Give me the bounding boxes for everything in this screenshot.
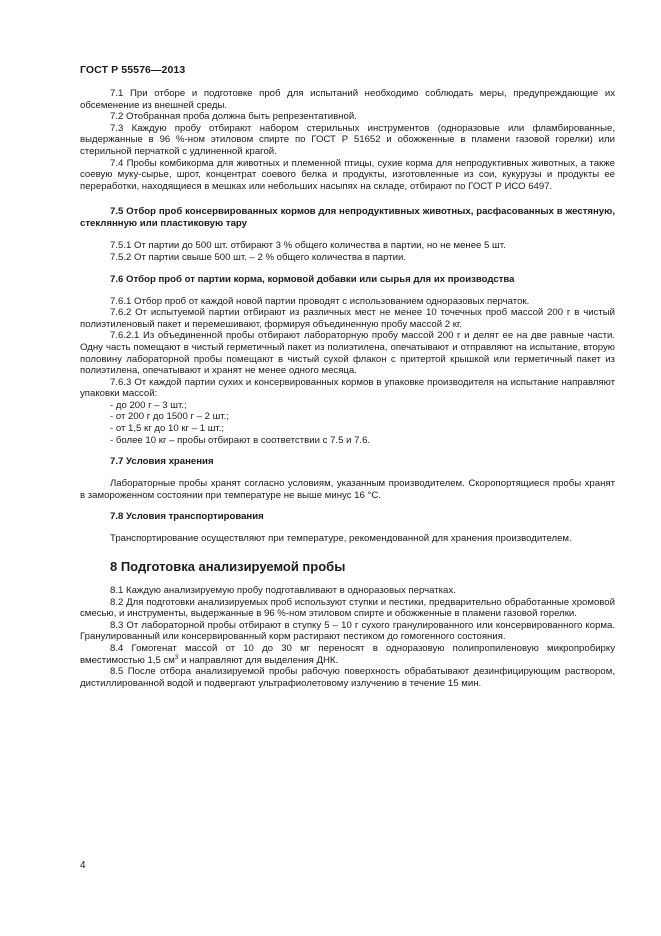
paragraph-8-4-tail: и направляют для выделения ДНК. xyxy=(178,654,339,666)
heading-7-7: 7.7 Условия хранения xyxy=(110,456,214,468)
paragraph-7-5-1: 7.5.1 От партии до 500 шт. отбирают 3 % общего количества в партии, но не менее 5 шт. xyxy=(110,240,506,252)
paragraph-7-7: Лабораторные пробы хранят согласно условиям, указанным производителем. Скоропортящиеся пробы хранят в замороженном состоянии при температуре не выше минус 16 °С. xyxy=(80,478,615,501)
list-item: - от 200 г до 1500 г – 2 шт.; xyxy=(110,411,230,423)
paragraph-7-6-2: 7.6.2 От испытуемой партии отбирают из различных мест не менее 10 точечных проб массой 200 г в чистый полиэтиленовый пакет и перемешивают, формируя объединенную пробу массой 2 кг. xyxy=(80,307,615,330)
paragraph-8-3: 8.3 От лабораторной пробы отбирают в ступку 5 – 10 г сухого гранулированного или консервированного корма. Гранулированный или консервированный корм растирают пестиком до гомогенного состояния. xyxy=(80,619,615,643)
document-header: ГОСТ Р 55576—2013 xyxy=(80,64,186,76)
document-body xyxy=(80,88,615,689)
paragraph-8-4 xyxy=(80,643,615,666)
paragraph-7-1: 7.1 При отборе и подготовке проб для испытаний необходимо соблюдать меры, предупреждающие их обсеменение из внешней среды. xyxy=(80,88,615,111)
heading-7-6: 7.6 Отбор проб от партии корма, кормовой добавки или сырья для их производства xyxy=(110,273,515,285)
list-item: - от 1,5 кг до 10 кг – 1 шт.; xyxy=(110,423,225,435)
heading-7-8: 7.8 Условия транспортирования xyxy=(110,511,264,523)
paragraph-8-5: 8.5 После отбора анализируемой пробы рабочую поверхность обрабатывают дезинфицирующим раствором, дистиллированной водой и подвергают ультрафиолетовому излучению в течение 15 мин. xyxy=(80,666,615,689)
paragraph-8-2: 8.2 Для подготовки анализируемых проб используют ступки и пестики, предварительно обработанные хромовой смесью, и инструменты, выдержанные в 96 %-ном этиловом спирте и обожженные в пламени газовой горелки. xyxy=(80,596,615,620)
paragraph-7-4: 7.4 Пробы комбикорма для животных и племенной птицы, сухие корма для непродуктивных животных, а также соевую муку-сырье, шрот, концентрат соевого белка и продукты, изготовленные из сои, кукурузы и продукты ее переработки, находящиеся в мешках или небольших насыпях на складе, отбирают по ГОСТ Р ИСО 6497. xyxy=(80,157,615,192)
paragraph-7-8: Транспортирование осуществляют при температуре, рекомендованной для хранения производителем. xyxy=(110,533,572,545)
page-number: 4 xyxy=(80,860,86,871)
list-item: - до 200 г – 3 шт.; xyxy=(110,399,187,411)
paragraph-8-4-text: 8.4 Гомогенат массой от 10 до 30 мг переносят в одноразовую полипропиленовую микропробирку вместимостью 1,5 см xyxy=(80,643,615,666)
paragraph-7-6-2-1: 7.6.2.1 Из объединенной пробы отбирают лабораторную пробу массой 200 г и делят ее на две равные части. Одну часть помещают в чистый герметичный пакет из полиэтилена, опечатывают и отправляют на испытание, вторую половину лабораторной пробы помещают в чистый сухой флакон с притертой крышкой или герметичный пакет из полиэтилена, опечатывают и хранят не менее одного месяца. xyxy=(80,330,615,377)
paragraph-7-2: 7.2 Отобранная проба должна быть репрезентативной. xyxy=(110,111,357,123)
paragraph-7-6-1: 7.6.1 Отбор проб от каждой новой партии проводят с использованием одноразовых перчаток. xyxy=(110,295,530,307)
heading-section-8: 8 Подготовка анализируемой пробы xyxy=(110,559,346,575)
heading-7-5: 7.5 Отбор проб консервированных кормов для непродуктивных животных, расфасованных в жестяную, стеклянную или пластиковую тару xyxy=(80,206,615,230)
paragraph-8-1: 8.1 Каждую анализируемую пробу подготавливают в одноразовых перчатках. xyxy=(110,585,456,597)
paragraph-7-6-3: 7.6.3 От каждой партии сухих и консервированных кормов в упаковке производителя на испытание направляют упаковки массой: xyxy=(80,376,615,400)
superscript-3: 3 xyxy=(174,653,179,661)
list-item: - более 10 кг – пробы отбирают в соответствии с 7.5 и 7.6. xyxy=(110,434,371,446)
paragraph-7-5-2: 7.5.2 От партии свыше 500 шт. – 2 % общего количества в партии. xyxy=(110,251,407,263)
paragraph-7-3: 7.3 Каждую пробу отбирают набором стерильных инструментов (одноразовые или фламбированные, выдержанные в 96 %-ном этиловом спирте по ГОСТ Р 51652 и обожженные в пламени газовой горелки) или стерильной перчаткой с удлиненной крагой. xyxy=(80,122,615,157)
